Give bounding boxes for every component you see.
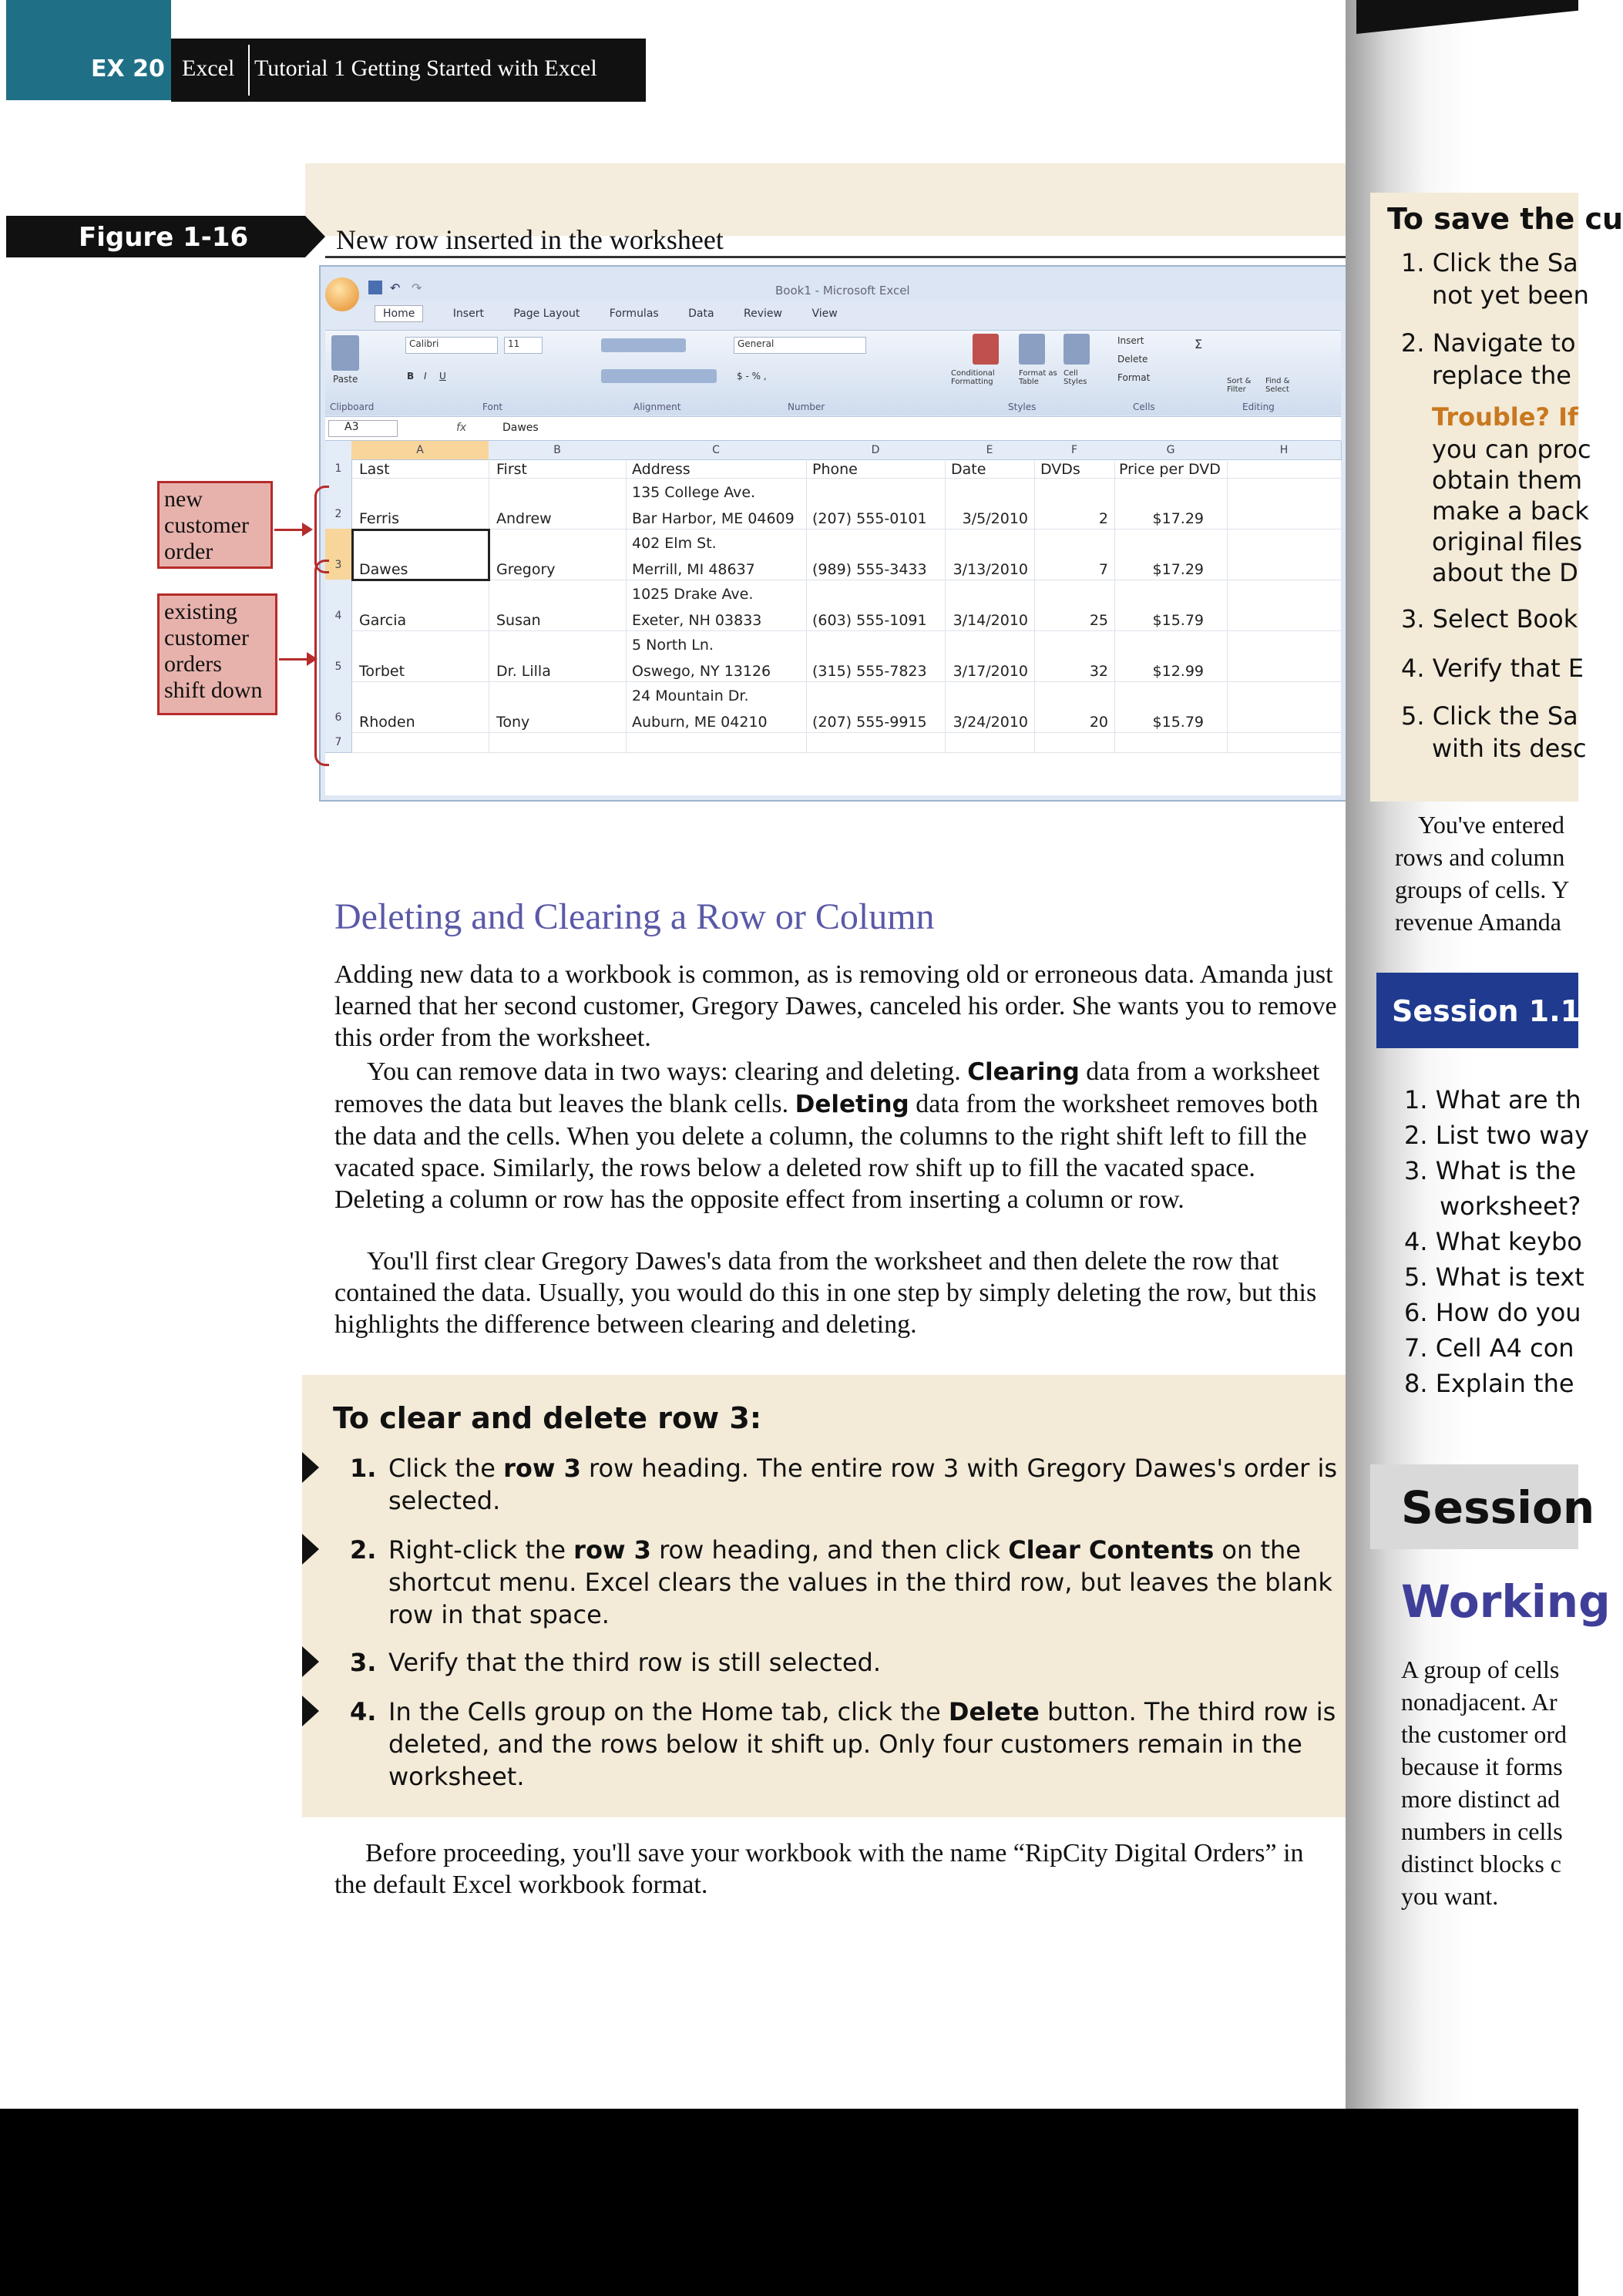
step-marker-icon [302,1452,319,1483]
gridline [1114,459,1115,752]
gridline [1227,459,1228,752]
cell-c2-line1[interactable]: 135 College Ave. [632,484,756,501]
step-text [388,1696,1352,1793]
cell-b3[interactable]: Gregory [496,561,556,578]
cell-c1[interactable]: Address [632,461,691,478]
sort-filter-button[interactable]: Sort & Filter [1227,377,1252,394]
worksheet-grid [325,441,1341,795]
undo-icon[interactable]: ↶ [390,281,401,295]
step-text: row heading. The entire row 3 with Gregory Dawes's order is selected. [388,1454,1338,1515]
right-paragraph-line: more distinct ad [1401,1785,1561,1813]
group-editing: Editing [1242,402,1275,412]
step-marker-icon [302,1646,319,1677]
callout-line: shift down [164,677,263,703]
cell-e6[interactable]: 3/24/2010 [953,714,1028,731]
right-paragraph-line: you want. [1401,1882,1499,1910]
callout-line: customer [164,513,249,538]
paragraph-text: Before proceeding, you'll save your workbook with the name “RipCity Digital Orders” in the default Excel workbook format. [334,1839,1304,1899]
step-emphasis: Clear Contents [1008,1535,1215,1565]
cell-b4[interactable]: Susan [496,612,541,629]
review-question: worksheet? [1440,1192,1581,1221]
format-as-table-button[interactable]: Format as Table [1019,369,1057,386]
right-paragraph-line: because it forms [1401,1753,1563,1780]
running-header-title: Tutorial 1 Getting Started with Excel [254,55,597,81]
cell-d1[interactable]: Phone [812,461,858,478]
conditional-formatting-button[interactable]: Conditional Formatting [951,369,995,386]
column-header-a[interactable]: A [351,441,489,460]
row-header-4[interactable]: 4 [325,580,352,631]
right-step-line: 3. Select Book [1401,604,1578,634]
cell-g2[interactable]: $17.29 [1152,510,1204,527]
row-header-6[interactable]: 6 [325,681,352,733]
step-text [388,1534,1352,1631]
gridline [626,459,627,752]
cell-a5[interactable]: Torbet [359,663,405,680]
quick-access-toolbar [368,279,461,294]
step-text: Verify that the third row is still selected. [388,1648,882,1677]
step-emphasis: row 3 [503,1454,581,1483]
cell-c4-line2[interactable]: Exeter, NH 03833 [632,612,762,629]
right-paragraph-line: A group of cells [1401,1656,1560,1683]
gridline [806,459,807,752]
paste-button[interactable]: Paste [333,374,358,385]
cell-b5[interactable]: Dr. Lilla [496,663,551,680]
tab-view[interactable]: View [812,308,838,320]
figure-label: Figure 1-16 [79,222,249,253]
step-text: Right-click the [388,1535,574,1565]
figure-arrow-icon [305,216,325,257]
paragraph-text: data from the worksheet removes both the data and the cells. When you delete a column, the columns to the right shift left to fill the vacated space. Similarly, the rows below a deleted row shift up to fill the vacated space. Deleting a column or row has the opposite effect from inserting a column or row. [334,1090,1319,1214]
wrap-icon[interactable] [601,369,717,383]
callout-line: customer [164,625,249,650]
paragraph-text: Adding new data to a workbook is common, as is removing old or erroneous data. Amanda just learned that her second customer, Gregory Dawes, canceled his order. She wants you to remove this order from the worksheet. [334,960,1337,1052]
column-header-h[interactable]: H [1227,441,1342,460]
step-number: 1. [350,1454,377,1483]
right-trouble-line: obtain them [1432,466,1583,495]
session-heading: Session [1401,1481,1595,1534]
cell-e3[interactable]: 3/13/2010 [953,561,1028,578]
group-clipboard: Clipboard [330,402,375,412]
cell-d2[interactable]: (207) 555-0101 [812,510,927,527]
callout-arrow-icon [274,529,305,531]
right-paragraph-line: revenue Amanda [1395,908,1561,936]
ribbon-tabs [375,305,864,327]
active-cell-highlight [351,529,490,581]
review-question: 6. How do you [1404,1298,1581,1327]
page-number: EX 20 [91,55,165,82]
right-paragraph-line: nonadjacent. Ar [1401,1688,1557,1716]
callout-new-customer-order [157,481,273,569]
delete-button[interactable]: Delete [1117,354,1148,365]
cell-c6-line1[interactable]: 24 Mountain Dr. [632,687,749,704]
row-header-7[interactable]: 7 [325,732,352,753]
right-paragraph-line: You've entered [1418,811,1565,839]
paragraph-text: You can remove data in two ways: clearing and deleting. [367,1057,968,1086]
number-format-box[interactable]: General [734,337,866,354]
group-cells: Cells [1133,402,1155,412]
cell-g4[interactable]: $15.79 [1152,612,1204,629]
step-emphasis: row 3 [573,1535,651,1565]
gridline [351,681,1341,682]
tab-page-layout[interactable]: Page Layout [513,308,580,320]
right-step-line: replace the [1432,361,1571,390]
font-name-box[interactable]: Calibri [405,337,498,354]
closing-paragraph [334,1837,1336,1901]
right-step-line: 4. Verify that E [1401,654,1584,683]
paragraph-2 [334,1056,1352,1215]
cell-d3[interactable]: (989) 555-3433 [812,561,927,578]
cell-b2[interactable]: Andrew [496,510,552,527]
step-text: Click the [388,1454,504,1483]
term-clearing: Clearing [967,1058,1080,1086]
insert-button[interactable]: Insert [1117,335,1144,346]
column-header-g[interactable]: G [1114,441,1228,460]
scan-background [0,2109,1578,2296]
cell-g6[interactable]: $15.79 [1152,714,1204,731]
review-question: 4. What keybo [1404,1227,1582,1256]
italic-button[interactable]: I [424,371,427,382]
review-question: 7. Cell A4 con [1404,1333,1574,1363]
cell-styles-icon[interactable] [1064,334,1090,365]
review-question: 2. List two way [1404,1121,1589,1150]
step-text: In the Cells group on the Home tab, click the [388,1697,949,1726]
callout-line: existing [164,599,237,624]
row-header-5[interactable]: 5 [325,630,352,682]
cell-b6[interactable]: Tony [496,714,530,731]
cell-c5-line1[interactable]: 5 North Ln. [632,637,714,654]
right-trouble-label: Trouble? If [1432,402,1578,432]
right-step-line: 5. Click the Sa [1401,701,1578,731]
cell-e5[interactable]: 3/17/2010 [953,663,1028,680]
underline-button[interactable]: U [439,371,446,382]
right-trouble-line: about the D [1432,558,1578,587]
sum-icon[interactable]: Σ [1195,337,1203,351]
cell-a3[interactable]: Dawes [359,561,408,578]
page-number-tab [6,0,171,100]
paragraph-text: data from a worksheet removes the data but leaves the blank cells. [334,1057,1320,1118]
bold-button[interactable]: B [407,371,415,382]
find-select-button[interactable]: Find & Select [1265,377,1290,394]
review-question: 3. What is the [1404,1156,1577,1185]
office-button-icon[interactable] [325,277,359,311]
tab-review[interactable]: Review [744,308,782,320]
cell-f6[interactable]: 20 [1089,714,1108,731]
step-text: button. The third row is deleted, and the rows below it shift up. Only four customers remain in the worksheet. [388,1697,1336,1791]
cell-g5[interactable]: $12.99 [1152,663,1204,680]
row-header-1[interactable]: 1 [325,459,352,479]
running-header-app: Excel [182,55,235,81]
cell-c4-line1[interactable]: 1025 Drake Ave. [632,586,754,603]
column-header-b[interactable]: B [489,441,627,460]
save-icon[interactable] [368,281,382,294]
right-trouble-line: original files [1432,527,1583,556]
cell-g3[interactable]: $17.29 [1152,561,1204,578]
align-icon[interactable] [601,338,686,352]
callout-line: orders [164,651,222,677]
row-header-3[interactable]: 3 [325,529,352,580]
right-step-line: not yet been [1432,281,1589,310]
cell-d5[interactable]: (315) 555-7823 [812,663,927,680]
term-deleting: Deleting [795,1091,909,1118]
step-number: 3. [350,1648,377,1677]
gridline [351,478,1341,479]
gridline [351,752,1341,753]
review-question: 8. Explain the [1404,1369,1574,1398]
tab-data[interactable]: Data [688,308,714,320]
cell-c3-line2[interactable]: Merrill, MI 48637 [632,561,755,578]
tab-formulas[interactable]: Formulas [609,308,659,320]
group-alignment: Alignment [633,402,681,412]
gridline [945,459,946,752]
figure-caption: New row inserted in the worksheet [336,224,724,255]
callout-arrow-icon [279,658,310,661]
formula-input[interactable]: Dawes [502,422,539,434]
cell-a4[interactable]: Garcia [359,612,407,629]
gridline [351,732,1341,733]
cell-f4[interactable]: 25 [1089,612,1108,629]
column-header-e[interactable]: E [945,441,1035,460]
currency-button[interactable]: $ - % , [737,371,767,382]
cell-c2-line2[interactable]: Bar Harbor, ME 04609 [632,510,795,527]
cell-f2[interactable]: 2 [1098,510,1108,527]
steps-heading: To clear and delete row 3: [333,1401,762,1435]
cell-e2[interactable]: 3/5/2010 [962,510,1028,527]
cell-g1[interactable]: Price per DVD [1119,461,1221,478]
cell-d6[interactable]: (207) 555-9915 [812,714,927,731]
step-text: row heading, and then click [650,1535,1009,1565]
group-font: Font [482,402,503,412]
paragraph-text: You'll first clear Gregory Dawes's data from the worksheet and then delete the row that contained the data. Usually, you would do this in one step by simply deleting the row, but this highlights the difference between clearing and deleting. [334,1247,1317,1339]
format-button[interactable]: Format [1117,372,1151,383]
cell-b1[interactable]: First [496,461,527,478]
cell-f5[interactable]: 32 [1089,663,1108,680]
right-trouble-line: you can proc [1432,435,1591,464]
paragraph-3 [334,1245,1352,1340]
paste-icon[interactable] [331,335,359,371]
step-marker-icon [302,1534,319,1565]
right-step-line: 2. Navigate to [1401,328,1576,358]
right-step-line: 1. Click the Sa [1401,248,1578,277]
conditional-formatting-icon[interactable] [973,334,999,365]
tab-insert[interactable]: Insert [452,308,484,320]
right-step-line: with its desc [1432,734,1587,763]
fx-icon[interactable]: fx [456,422,467,434]
name-box[interactable]: A3 [328,420,398,437]
column-header-d[interactable]: D [806,441,946,460]
step-number: 4. [350,1697,377,1726]
tab-home[interactable]: Home [375,305,423,322]
callout-existing-orders [157,593,277,715]
right-trouble-line: make a back [1432,496,1589,526]
row-header-2[interactable]: 2 [325,478,352,529]
formula-bar [325,416,1341,441]
step-number: 2. [350,1535,377,1565]
callout-line: order [164,539,213,564]
review-question: 5. What is text [1404,1262,1584,1292]
window-title: Book1 - Microsoft Excel [775,284,910,298]
column-header-f[interactable]: F [1034,441,1115,460]
redo-icon[interactable]: ↷ [412,281,422,295]
cell-c5-line2[interactable]: Oswego, NY 13126 [632,663,771,680]
group-styles: Styles [1008,402,1037,412]
gridline [1034,459,1035,752]
right-paragraph-line: rows and column [1395,843,1565,871]
cell-c6-line2[interactable]: Auburn, ME 04210 [632,714,768,731]
right-paragraph-line: distinct blocks c [1401,1850,1561,1877]
group-number: Number [788,402,825,412]
session-review-title: Session 1.1 [1392,994,1581,1028]
ribbon [325,330,1341,415]
cell-f3[interactable]: 7 [1098,561,1108,578]
cell-a2[interactable]: Ferris [359,510,400,527]
cell-a6[interactable]: Rhoden [359,714,415,731]
step-emphasis: Delete [948,1697,1040,1726]
cell-f1[interactable]: DVDs [1040,461,1080,478]
cell-e4[interactable]: 3/14/2010 [953,612,1028,629]
header-divider [248,45,250,96]
cell-e1[interactable]: Date [951,461,986,478]
step-text [388,1646,1352,1679]
callout-brace [314,560,329,766]
format-table-icon[interactable] [1019,334,1045,365]
step-marker-icon [302,1696,319,1726]
cell-d4[interactable]: (603) 555-1091 [812,612,927,629]
select-all-corner[interactable] [325,441,352,460]
right-save-heading: To save the cu [1387,202,1623,236]
cell-a1[interactable]: Last [359,461,390,478]
cell-c3-line1[interactable]: 402 Elm St. [632,535,717,552]
working-heading: Working [1401,1575,1611,1628]
step-text: on the shortcut menu. Excel clears the values in the third row, but leaves the blank row in that space. [388,1535,1332,1629]
review-question: 1. What are th [1404,1085,1581,1114]
right-paragraph-line: the customer ord [1401,1720,1568,1748]
paragraph-1 [334,959,1352,1054]
section-heading: Deleting and Clearing a Row or Column [334,896,935,937]
figure-rule [325,256,1346,258]
font-size-box[interactable]: 11 [504,337,543,354]
column-header-c[interactable]: C [626,441,807,460]
cell-styles-button[interactable]: Cell Styles [1064,369,1087,386]
right-paragraph-line: numbers in cells [1401,1817,1563,1845]
excel-window [319,265,1347,802]
gridline [351,630,1341,631]
right-paragraph-line: groups of cells. Y [1395,876,1570,903]
callout-line: new [164,486,203,512]
step-text [388,1452,1352,1517]
